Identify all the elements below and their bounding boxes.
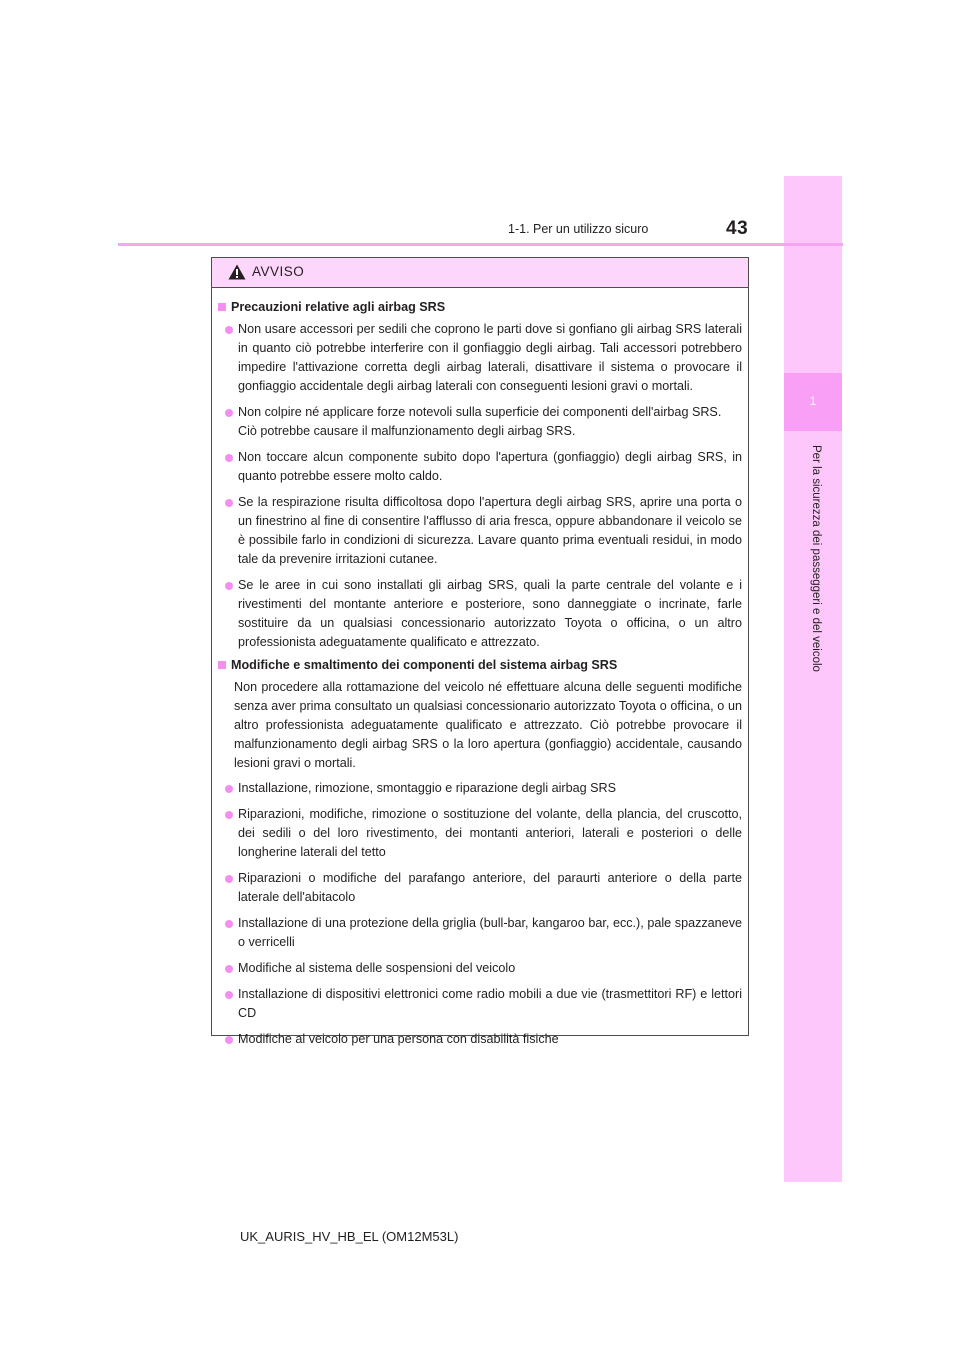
warning-box — [211, 257, 749, 1046]
circle-bullet-icon — [225, 785, 233, 793]
warning-triangle-icon — [228, 264, 246, 280]
list-item: Modifiche al sistema delle sospensioni del veicolo — [225, 959, 742, 978]
list-item: Non usare accessori per sedili che coprono le parti dove si gonfiano gli airbag SRS laterali in quanto ciò potrebbe interferire con il gonfiaggio degli airbag. Tali accessori potrebbero impedire l'attivazione corretta degli airbag laterali, disattivare il sistema o provocare il gonfiaggio accidentale degli airbag laterali con conseguenti lesioni gravi o mortali. — [225, 320, 742, 396]
section-intro: Non procedere alla rottamazione del veicolo né effettuare alcuna delle seguenti modifiche senza aver prima consultato un qualsiasi concessionario autorizzato Toyota o officina, o un altro professionista adeguatamente qualificato e attrezzato. Ciò potrebbe provocare il malfunzionamento degli airbag SRS o la loro apertura (gonfiaggio) accidentale, causando lesioni gravi o mortali. — [234, 680, 742, 770]
page-number: 43 — [726, 218, 749, 239]
section-heading-precautions: Precauzioni relative agli airbag SRS — [217, 298, 742, 317]
list-item: Se le aree in cui sono installati gli airbag SRS, quali la parte centrale del volante e i rivestimenti del montante anteriore e posteriore, sono danneggiate o incrinate, farle sostituire da un qualsiasi concessionario autorizzato Toyota o officina, o un altro professionista adeguatamente qualificato e attrezzato. — [225, 576, 742, 652]
list-item: Riparazioni, modifiche, rimozione o sostituzione del volante, della plancia, del cruscotto, dei sedili o del loro rivestimento, dei montanti anteriori, laterali e posteriori o delle longherine laterali del tetto — [225, 805, 742, 862]
circle-bullet-icon — [225, 454, 233, 462]
square-bullet-icon — [218, 661, 226, 669]
circle-bullet-icon — [225, 965, 233, 973]
warning-title: AVVISO — [252, 264, 305, 279]
list-item: Se la respirazione risulta difficoltosa dopo l'apertura degli airbag SRS, aprire una porta o un finestrino al fine di consentire l'afflusso di aria fresca, oppure abbandonare il veicolo se è possibile farlo in condizioni di sicurezza. Lavare quanto prima eventuali residui, in modo tale da prevenire irritazioni cutanee. — [225, 493, 742, 569]
square-bullet-icon — [218, 303, 226, 311]
circle-bullet-icon — [225, 875, 233, 883]
circle-bullet-icon — [225, 409, 233, 417]
list-item: Modifiche al veicolo per una persona con disabilità fisiche — [225, 1030, 742, 1049]
section-heading-modifications: Modifiche e smaltimento dei componenti del sistema airbag SRS — [217, 656, 742, 675]
warning-header — [212, 258, 748, 288]
side-chapter-number: 1 — [809, 394, 817, 408]
circle-bullet-icon — [225, 920, 233, 928]
circle-bullet-icon — [225, 1036, 233, 1044]
list-item: Non colpire né applicare forze notevoli sulla superficie dei componenti dell'airbag SRS. Ciò potrebbe causare il malfunzionamento degli airbag SRS. — [225, 403, 742, 441]
list-item: Installazione di una protezione della griglia (bull-bar, kangaroo bar, ecc.), pale spazzaneve o verricelli — [225, 914, 742, 952]
list-item: Installazione di dispositivi elettronici come radio mobili a due vie (trasmettitori RF) e lettori CD — [225, 985, 742, 1023]
list-item: Riparazioni o modifiche del parafango anteriore, del paraurti anteriore o della parte laterale dell'abitacolo — [225, 869, 742, 907]
circle-bullet-icon — [225, 991, 233, 999]
circle-bullet-icon — [225, 326, 233, 334]
circle-bullet-icon — [225, 499, 233, 507]
warning-body — [212, 288, 748, 1049]
side-chapter-title: Per la sicurezza dei passeggeri e del veicolo — [810, 445, 822, 672]
header-rule — [118, 243, 843, 246]
list-item: Non toccare alcun componente subito dopo l'apertura (gonfiaggio) degli airbag SRS, in quanto potrebbe essere molto caldo. — [225, 448, 742, 486]
manual-code: UK_AURIS_HV_HB_EL (OM12M53L) — [240, 1229, 459, 1244]
circle-bullet-icon — [225, 811, 233, 819]
circle-bullet-icon — [225, 582, 233, 590]
list-item: Installazione, rimozione, smontaggio e riparazione degli airbag SRS — [225, 779, 742, 798]
section-reference: 1-1. Per un utilizzo sicuro — [508, 222, 649, 236]
